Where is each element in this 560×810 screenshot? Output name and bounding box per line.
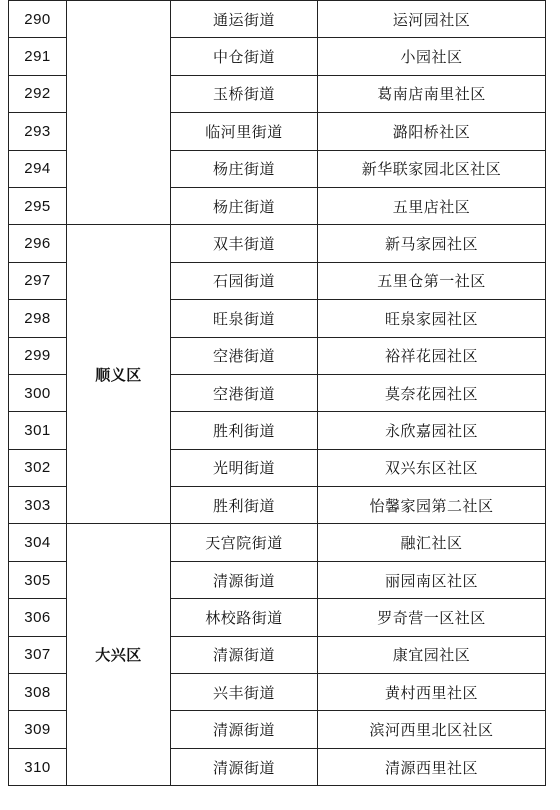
community-cell: 新华联家园北区社区 — [318, 150, 546, 187]
street-cell: 空港街道 — [171, 337, 318, 374]
row-number: 304 — [9, 524, 67, 561]
row-number: 296 — [9, 225, 67, 262]
community-cell: 小园社区 — [318, 38, 546, 75]
community-cell: 五里仓第一社区 — [318, 262, 546, 299]
row-number: 306 — [9, 599, 67, 636]
community-cell: 黄村西里社区 — [318, 674, 546, 711]
community-cell: 丽园南区社区 — [318, 561, 546, 598]
community-cell: 五里店社区 — [318, 187, 546, 224]
row-number: 294 — [9, 150, 67, 187]
district-cell: 大兴区 — [67, 524, 171, 786]
district-cell: 顺义区 — [67, 225, 171, 524]
community-cell: 康宜园社区 — [318, 636, 546, 673]
row-number: 291 — [9, 38, 67, 75]
community-cell: 怡馨家园第二社区 — [318, 487, 546, 524]
street-cell: 空港街道 — [171, 374, 318, 411]
row-number: 310 — [9, 748, 67, 785]
street-cell: 杨庄街道 — [171, 150, 318, 187]
street-cell: 兴丰街道 — [171, 674, 318, 711]
street-cell: 林校路街道 — [171, 599, 318, 636]
row-number: 299 — [9, 337, 67, 374]
community-table — [8, 0, 546, 786]
community-cell: 新马家园社区 — [318, 225, 546, 262]
street-cell: 通运街道 — [171, 1, 318, 38]
row-number: 295 — [9, 187, 67, 224]
community-cell: 旺泉家园社区 — [318, 300, 546, 337]
street-cell: 清源街道 — [171, 748, 318, 785]
row-number: 292 — [9, 75, 67, 112]
community-cell: 裕祥花园社区 — [318, 337, 546, 374]
row-number: 293 — [9, 113, 67, 150]
community-cell: 融汇社区 — [318, 524, 546, 561]
street-cell: 清源街道 — [171, 636, 318, 673]
community-cell: 永欣嘉园社区 — [318, 412, 546, 449]
street-cell: 胜利街道 — [171, 412, 318, 449]
street-cell: 胜利街道 — [171, 487, 318, 524]
street-cell: 中仓街道 — [171, 38, 318, 75]
street-cell: 临河里街道 — [171, 113, 318, 150]
street-cell: 双丰街道 — [171, 225, 318, 262]
street-cell: 清源街道 — [171, 561, 318, 598]
table-row — [9, 225, 546, 262]
community-cell: 运河园社区 — [318, 1, 546, 38]
street-cell: 玉桥街道 — [171, 75, 318, 112]
row-number: 305 — [9, 561, 67, 598]
district-cell — [67, 1, 171, 225]
street-cell: 旺泉街道 — [171, 300, 318, 337]
community-cell: 双兴东区社区 — [318, 449, 546, 486]
row-number: 298 — [9, 300, 67, 337]
community-cell: 罗奇营一区社区 — [318, 599, 546, 636]
community-cell: 清源西里社区 — [318, 748, 546, 785]
street-cell: 杨庄街道 — [171, 187, 318, 224]
community-cell: 葛南店南里社区 — [318, 75, 546, 112]
street-cell: 光明街道 — [171, 449, 318, 486]
row-number: 290 — [9, 1, 67, 38]
row-number: 307 — [9, 636, 67, 673]
table-row — [9, 1, 546, 38]
street-cell: 清源街道 — [171, 711, 318, 748]
street-cell: 天宫院街道 — [171, 524, 318, 561]
community-cell: 潞阳桥社区 — [318, 113, 546, 150]
row-number: 309 — [9, 711, 67, 748]
row-number: 300 — [9, 374, 67, 411]
row-number: 297 — [9, 262, 67, 299]
street-cell: 石园街道 — [171, 262, 318, 299]
row-number: 303 — [9, 487, 67, 524]
community-table-body — [9, 1, 546, 786]
community-cell: 莫奈花园社区 — [318, 374, 546, 411]
table-row — [9, 524, 546, 561]
row-number: 301 — [9, 412, 67, 449]
row-number: 302 — [9, 449, 67, 486]
row-number: 308 — [9, 674, 67, 711]
community-cell: 滨河西里北区社区 — [318, 711, 546, 748]
